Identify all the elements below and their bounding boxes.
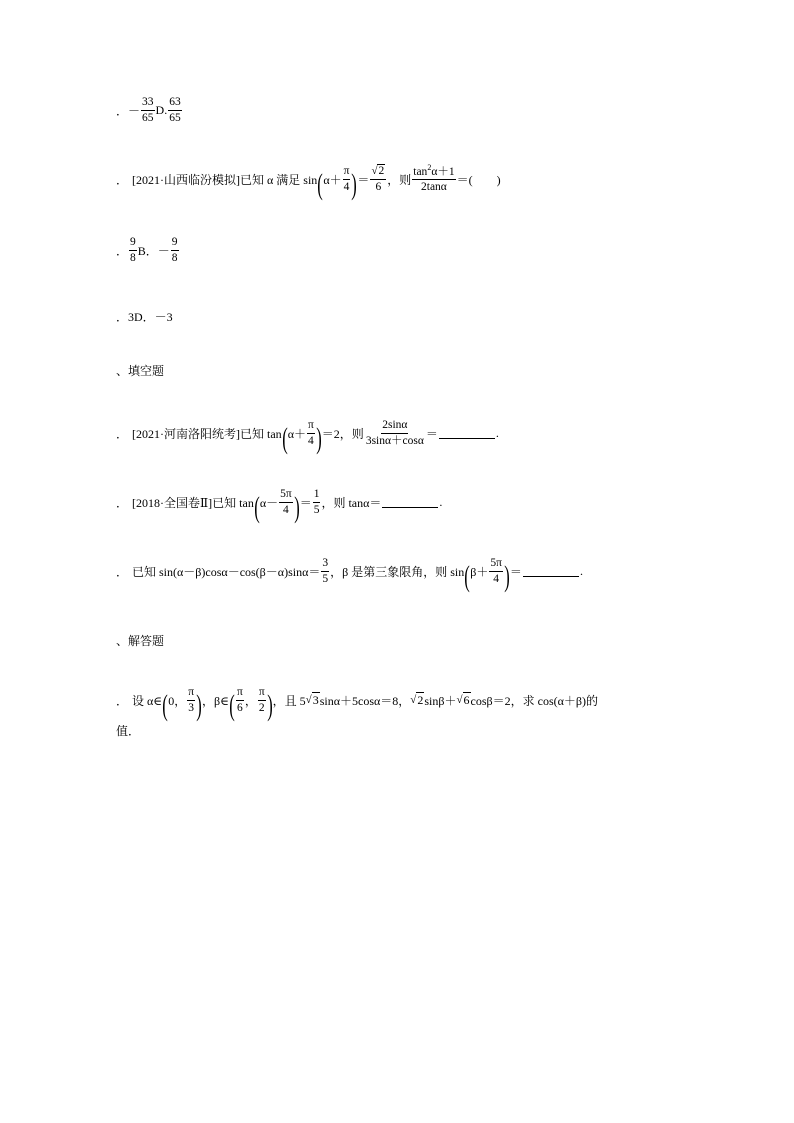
sqrt-symbol: √ xyxy=(305,694,312,706)
denominator: 3 xyxy=(188,701,194,714)
sin-fraction xyxy=(365,419,425,447)
numerator: 9 xyxy=(129,236,137,251)
question-4 xyxy=(116,487,443,524)
numerator: π xyxy=(187,686,195,701)
denominator: 8 xyxy=(171,251,178,264)
equals: ＝ xyxy=(425,426,438,441)
equals: ＝ xyxy=(357,172,370,187)
numerator: 9 xyxy=(171,236,179,251)
expr: α－ xyxy=(259,495,279,510)
left-paren: ( xyxy=(317,168,324,202)
question-text: 已知 tan xyxy=(240,426,282,441)
denominator: 4 xyxy=(343,180,350,193)
one-fifth xyxy=(313,488,321,516)
denominator: 2 xyxy=(258,701,265,714)
denominator: 8 xyxy=(130,251,136,264)
answer-paren: ＝( ) xyxy=(456,172,501,187)
sqrt-symbol: √ xyxy=(410,694,417,706)
left-paren: ( xyxy=(162,689,168,722)
question-text: cosβ＝2，求 cos(α＋β)的 xyxy=(470,693,598,708)
superscript: 2 xyxy=(427,163,432,172)
options-row-3 xyxy=(116,308,173,325)
answer-blank[interactable] xyxy=(523,566,579,577)
numerator: π xyxy=(236,686,244,701)
numerator: √2 xyxy=(370,165,386,180)
numerator: 3 xyxy=(321,557,329,572)
dot: ． xyxy=(116,495,129,510)
right-paren: ) xyxy=(316,422,322,455)
numerator: 2sinα xyxy=(381,419,408,434)
expr: α＋ xyxy=(323,172,342,187)
pi-over-4 xyxy=(307,419,315,447)
dot: ． xyxy=(116,172,129,187)
question-2 xyxy=(116,163,501,202)
options-row-1 xyxy=(116,96,183,124)
num-part: tan xyxy=(413,165,428,178)
option-b-fraction xyxy=(171,236,179,264)
section-title: 、解答题 xyxy=(116,634,165,648)
pi-over-2 xyxy=(258,686,266,714)
options-row-2 xyxy=(116,236,180,264)
right-paren: ) xyxy=(351,168,358,202)
expr: 0， xyxy=(168,693,187,708)
question-text: ，β∈ xyxy=(202,693,230,708)
question-source: [2021·山西临汾模拟] xyxy=(132,172,241,187)
answer-blank[interactable] xyxy=(382,497,438,508)
radicand: 2 xyxy=(417,693,424,707)
5pi-over-4 xyxy=(489,557,503,585)
numerator: 33 xyxy=(141,96,155,111)
denominator: 65 xyxy=(169,111,181,124)
question-text: ，且 5 xyxy=(272,693,306,708)
expr: α＋ xyxy=(287,426,306,441)
numerator: 1 xyxy=(313,488,321,503)
numerator: π xyxy=(258,686,266,701)
question-5 xyxy=(116,556,583,593)
question-text: 已知 α 满足 sin xyxy=(240,172,318,187)
section-solution-title xyxy=(116,632,164,649)
option-c-fraction xyxy=(141,96,155,124)
answer-blank[interactable] xyxy=(439,428,495,439)
denominator: 65 xyxy=(142,111,154,124)
denominator: 4 xyxy=(283,503,289,516)
question-6-continued xyxy=(116,722,140,739)
period: . xyxy=(495,425,499,440)
question-text: ，则 tanα＝ xyxy=(321,495,382,510)
pi-over-6 xyxy=(236,686,244,714)
left-paren: ( xyxy=(281,422,288,455)
period: . xyxy=(439,494,443,509)
denominator: 4 xyxy=(493,572,500,585)
option-a-fraction xyxy=(129,236,137,264)
question-source: [2018·全国卷Ⅱ] xyxy=(132,495,213,510)
numerator: 5π xyxy=(489,557,503,572)
numerator: π xyxy=(343,165,351,180)
radicand: 6 xyxy=(463,693,470,707)
dot: ． xyxy=(116,103,129,118)
question-text: sinβ＋ xyxy=(424,693,457,708)
section-title: 、填空题 xyxy=(116,364,165,378)
question-text: 设 α∈ xyxy=(132,693,163,708)
numerator: 63 xyxy=(168,96,182,111)
right-paren: ) xyxy=(266,689,273,722)
numerator: 5π xyxy=(279,488,293,503)
denominator: 2tanα xyxy=(421,181,447,194)
right-paren: ) xyxy=(196,689,202,722)
sqrt-symbol: √ xyxy=(456,694,463,706)
denominator: 6 xyxy=(237,701,243,714)
option-d-label: D. xyxy=(155,102,168,117)
option-c-sign: － xyxy=(128,103,141,118)
dot: ． xyxy=(116,564,129,579)
dot: ． xyxy=(116,693,129,708)
tan-fraction xyxy=(412,164,455,194)
left-paren: ( xyxy=(254,491,260,524)
num-part: α＋1 xyxy=(431,165,455,178)
question-text: sinα＋5cosα＝8， xyxy=(319,693,411,708)
option-b-label: B．－ xyxy=(137,243,170,258)
options-text: ．3D．－3 xyxy=(116,310,173,324)
comma: ， xyxy=(244,693,257,708)
left-paren: ( xyxy=(464,560,470,593)
question-3 xyxy=(116,418,499,455)
equals: ＝ xyxy=(299,495,312,510)
dot: ． xyxy=(116,243,129,258)
section-fill-in-title xyxy=(116,362,164,379)
radicand: 3 xyxy=(312,693,319,707)
pi-over-3 xyxy=(187,686,195,714)
option-d-fraction xyxy=(168,96,182,124)
numerator xyxy=(412,164,455,180)
question-text: 值． xyxy=(116,724,141,738)
denominator: 3sinα＋cosα xyxy=(365,434,424,447)
three-fifths xyxy=(321,557,329,585)
question-source: [2021·河南洛阳统考] xyxy=(132,426,241,441)
dot: ． xyxy=(116,426,129,441)
denominator: 5 xyxy=(322,572,329,585)
question-text: ＝2，则 xyxy=(321,426,364,441)
denominator: 4 xyxy=(308,434,314,447)
right-paren: ) xyxy=(504,560,510,593)
question-text: ，β 是第三象限角，则 sin xyxy=(330,564,465,579)
5pi-over-4 xyxy=(279,488,293,516)
equals: ＝ xyxy=(509,564,522,579)
radicand: 2 xyxy=(378,164,385,177)
question-text: 已知 sin(α－β)cosα－cos(β－α)sinα＝ xyxy=(132,564,321,579)
denominator: 5 xyxy=(313,503,320,516)
right-paren: ) xyxy=(293,491,300,524)
denominator: 6 xyxy=(375,180,382,193)
numerator: π xyxy=(307,419,315,434)
sqrt2-over-6 xyxy=(370,165,386,193)
pi-over-4 xyxy=(343,165,351,193)
question-6 xyxy=(116,685,598,722)
question-text: 已知 tan xyxy=(212,495,254,510)
left-paren: ( xyxy=(229,689,235,722)
period: . xyxy=(579,563,583,578)
expr: β＋ xyxy=(470,564,489,579)
question-text: ，则 xyxy=(387,172,412,187)
